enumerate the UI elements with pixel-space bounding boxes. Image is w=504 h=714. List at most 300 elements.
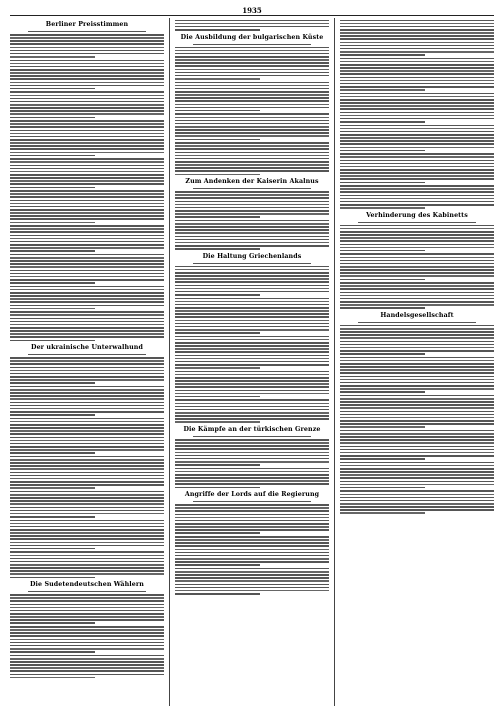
article-paragraph xyxy=(10,91,164,118)
text-line xyxy=(175,536,329,538)
text-line xyxy=(175,507,329,509)
text-line xyxy=(340,137,494,139)
text-line xyxy=(340,244,494,246)
text-line xyxy=(10,520,164,522)
text-line xyxy=(340,452,494,454)
text-line xyxy=(175,69,329,71)
text-line xyxy=(175,72,329,74)
text-line xyxy=(10,113,164,115)
text-line xyxy=(340,426,425,428)
article-paragraph xyxy=(175,142,329,175)
text-line xyxy=(10,594,164,596)
heading-rule xyxy=(28,31,146,32)
text-line xyxy=(10,161,164,163)
text-line xyxy=(10,104,164,106)
text-line xyxy=(175,520,329,522)
text-line xyxy=(340,363,494,365)
text-line xyxy=(175,307,329,309)
text-line xyxy=(340,105,494,107)
text-line xyxy=(175,248,260,250)
text-line xyxy=(10,468,164,470)
text-line xyxy=(340,301,494,303)
text-line xyxy=(340,490,494,492)
heading-rule xyxy=(193,436,311,437)
text-line xyxy=(340,153,494,155)
text-line xyxy=(340,169,494,171)
text-line xyxy=(10,446,164,448)
text-line xyxy=(340,325,494,327)
text-line xyxy=(175,91,329,93)
text-line xyxy=(10,538,164,540)
text-line xyxy=(175,593,260,595)
text-line xyxy=(340,366,494,368)
text-line xyxy=(175,380,329,382)
text-line xyxy=(10,532,164,534)
text-line xyxy=(175,53,329,55)
text-line xyxy=(10,266,164,268)
article-paragraph xyxy=(175,468,329,488)
text-line xyxy=(175,390,329,392)
text-line xyxy=(10,639,164,641)
article-paragraph xyxy=(10,491,164,518)
text-line xyxy=(175,580,329,582)
article-paragraph xyxy=(10,418,164,454)
text-line xyxy=(10,626,164,628)
article-heading: Die Haltung Griechenlands xyxy=(202,252,302,260)
article-paragraph xyxy=(10,34,164,58)
text-line xyxy=(10,126,164,128)
text-line xyxy=(340,73,494,75)
text-line xyxy=(175,139,260,141)
text-line xyxy=(175,552,329,554)
text-line xyxy=(340,131,494,133)
text-line xyxy=(175,336,329,338)
text-line xyxy=(340,83,494,85)
article-paragraph xyxy=(175,191,329,218)
text-line xyxy=(10,658,164,660)
text-line xyxy=(10,321,164,323)
text-line xyxy=(10,513,164,515)
text-line xyxy=(340,344,494,346)
text-line xyxy=(10,238,164,240)
text-line xyxy=(175,291,329,293)
text-line xyxy=(10,117,95,119)
text-line xyxy=(175,532,260,534)
text-line xyxy=(10,193,164,195)
text-line xyxy=(10,158,164,160)
text-line xyxy=(175,170,329,172)
text-line xyxy=(10,222,95,224)
text-line xyxy=(175,545,329,547)
text-line xyxy=(10,472,164,474)
text-line xyxy=(340,337,494,339)
text-line xyxy=(175,88,329,90)
text-line xyxy=(10,661,164,663)
article-paragraph xyxy=(10,225,164,252)
text-line xyxy=(340,503,494,505)
text-line xyxy=(340,32,494,34)
text-line xyxy=(10,200,164,202)
text-line xyxy=(175,590,329,592)
text-line xyxy=(10,254,164,256)
text-line xyxy=(175,412,329,414)
text-line xyxy=(175,418,329,420)
article-paragraph xyxy=(175,220,329,250)
text-line xyxy=(340,178,494,180)
text-line xyxy=(10,433,164,435)
article-paragraph xyxy=(10,158,164,188)
text-line xyxy=(10,357,164,359)
text-line xyxy=(175,213,329,215)
text-line xyxy=(10,209,164,211)
text-line xyxy=(175,104,329,106)
text-line xyxy=(175,332,260,334)
text-line xyxy=(175,329,329,331)
text-line xyxy=(175,409,329,411)
text-line xyxy=(10,330,164,332)
text-line xyxy=(175,480,329,482)
text-line xyxy=(10,305,164,307)
text-line xyxy=(10,63,164,65)
text-line xyxy=(175,142,329,144)
text-line xyxy=(10,421,164,423)
text-line xyxy=(340,266,494,268)
text-line xyxy=(10,206,164,208)
text-line xyxy=(10,273,164,275)
text-line xyxy=(10,72,164,74)
text-line xyxy=(10,218,164,220)
text-line xyxy=(175,23,329,25)
text-line xyxy=(175,100,329,102)
text-line xyxy=(10,440,164,442)
text-line xyxy=(175,117,329,119)
text-line xyxy=(175,229,329,231)
text-line xyxy=(175,304,329,306)
text-line xyxy=(175,396,260,398)
article-paragraph xyxy=(10,254,164,284)
text-line xyxy=(10,535,164,537)
text-line xyxy=(175,529,329,531)
text-line xyxy=(10,98,164,100)
text-line xyxy=(175,236,329,238)
text-line xyxy=(10,386,164,388)
text-line xyxy=(10,314,164,316)
article-paragraph xyxy=(10,655,164,679)
text-line xyxy=(10,53,164,55)
text-line xyxy=(10,503,164,505)
text-line xyxy=(340,494,494,496)
text-line xyxy=(10,78,164,80)
text-line xyxy=(340,379,494,381)
text-line xyxy=(175,197,329,199)
text-line xyxy=(340,269,494,271)
text-line xyxy=(10,548,95,550)
text-line xyxy=(340,86,494,88)
text-line xyxy=(340,487,425,489)
text-line xyxy=(340,51,494,53)
text-line xyxy=(340,279,425,281)
text-line xyxy=(175,220,329,222)
text-line xyxy=(10,250,95,252)
article-paragraph xyxy=(10,311,164,341)
text-line xyxy=(10,34,164,36)
text-line xyxy=(175,468,329,470)
text-line xyxy=(175,539,329,541)
text-line xyxy=(340,45,494,47)
text-line xyxy=(10,577,95,579)
text-line xyxy=(10,491,164,493)
text-line xyxy=(175,301,329,303)
text-line xyxy=(175,464,260,466)
column-divider-2 xyxy=(334,18,335,706)
text-line xyxy=(10,523,164,525)
text-line xyxy=(175,399,329,401)
text-line xyxy=(340,471,494,473)
text-line xyxy=(10,139,164,141)
text-line xyxy=(10,651,95,653)
heading-rule xyxy=(358,322,476,323)
text-line xyxy=(10,235,164,237)
text-line xyxy=(340,500,494,502)
text-line xyxy=(10,66,164,68)
text-line xyxy=(10,424,164,426)
text-line xyxy=(10,136,164,138)
text-line xyxy=(10,427,164,429)
text-line xyxy=(340,128,494,130)
text-line xyxy=(175,342,329,344)
text-line xyxy=(10,510,164,512)
text-line xyxy=(10,402,164,404)
article-heading: Verhinderung des Kabinetts xyxy=(366,211,468,219)
text-line xyxy=(340,465,494,467)
text-line xyxy=(10,286,164,288)
text-line xyxy=(175,310,329,312)
text-line xyxy=(10,373,164,375)
heading-rule xyxy=(28,354,146,355)
text-line xyxy=(10,456,164,458)
text-line xyxy=(10,142,164,144)
text-line xyxy=(10,37,164,39)
text-line xyxy=(10,567,164,569)
article-paragraph xyxy=(10,120,164,156)
text-line xyxy=(340,108,494,110)
text-line xyxy=(175,232,329,234)
text-line xyxy=(10,632,164,634)
text-line xyxy=(10,107,164,109)
text-line xyxy=(175,82,329,84)
text-line xyxy=(10,196,164,198)
text-line xyxy=(175,549,329,551)
text-line xyxy=(340,115,494,117)
article-paragraph xyxy=(340,225,494,252)
text-line xyxy=(340,455,494,457)
article-paragraph xyxy=(340,282,494,309)
text-line xyxy=(175,571,329,573)
text-line xyxy=(175,442,329,444)
text-line xyxy=(10,69,164,71)
text-line xyxy=(340,497,494,499)
text-line xyxy=(175,386,329,388)
text-line xyxy=(10,187,95,189)
text-line xyxy=(10,478,164,480)
text-line xyxy=(175,110,260,112)
text-line xyxy=(10,370,164,372)
text-line xyxy=(10,279,164,281)
text-line xyxy=(10,228,164,230)
text-line xyxy=(175,298,329,300)
text-line xyxy=(10,183,164,185)
article-heading: Berliner Preisstimmen xyxy=(45,21,129,28)
text-line xyxy=(10,130,164,132)
text-line xyxy=(10,292,164,294)
text-line xyxy=(340,64,494,66)
article-paragraph xyxy=(175,504,329,534)
text-line xyxy=(175,113,329,115)
heading-rule xyxy=(193,44,311,45)
text-line xyxy=(10,674,164,676)
text-line xyxy=(340,288,494,290)
article-paragraph xyxy=(10,190,164,223)
article-paragraph xyxy=(175,568,329,595)
text-line xyxy=(175,320,329,322)
text-line xyxy=(340,225,494,227)
article-paragraph xyxy=(340,58,494,91)
text-line xyxy=(340,404,494,406)
text-line xyxy=(340,285,494,287)
text-line xyxy=(340,198,494,200)
text-line xyxy=(340,468,494,470)
text-line xyxy=(340,423,494,425)
text-line xyxy=(10,405,164,407)
text-line xyxy=(340,439,494,441)
text-line xyxy=(175,56,329,58)
text-line xyxy=(340,328,494,330)
text-line xyxy=(340,134,494,136)
article-paragraph xyxy=(10,520,164,550)
text-line xyxy=(340,118,494,120)
text-line xyxy=(340,228,494,230)
text-line xyxy=(175,474,329,476)
text-line xyxy=(10,177,164,179)
text-line xyxy=(340,395,494,397)
text-line xyxy=(340,388,494,390)
newspaper-page xyxy=(10,6,494,708)
text-line xyxy=(10,171,164,173)
text-line xyxy=(175,288,329,290)
text-line xyxy=(10,516,95,518)
text-line xyxy=(340,357,494,359)
text-line xyxy=(340,334,494,336)
text-line xyxy=(175,152,329,154)
text-line xyxy=(10,484,164,486)
text-line xyxy=(175,415,329,417)
article-paragraph xyxy=(175,113,329,140)
text-line xyxy=(340,102,494,104)
text-line xyxy=(10,529,164,531)
text-line xyxy=(10,430,164,432)
text-line xyxy=(175,161,329,163)
text-line xyxy=(175,94,329,96)
text-line xyxy=(340,430,494,432)
text-line xyxy=(175,164,329,166)
text-line xyxy=(340,150,425,152)
text-line xyxy=(10,367,164,369)
article-paragraph xyxy=(175,439,329,466)
text-line xyxy=(10,500,164,502)
text-line xyxy=(175,155,329,157)
text-line xyxy=(175,316,329,318)
column-3 xyxy=(340,18,494,706)
text-line xyxy=(340,347,494,349)
text-line xyxy=(340,201,494,203)
text-line xyxy=(175,345,329,347)
text-line xyxy=(175,445,329,447)
text-line xyxy=(175,458,329,460)
text-line xyxy=(340,247,494,249)
text-line xyxy=(175,50,329,52)
text-line xyxy=(10,145,164,147)
text-line xyxy=(10,389,164,391)
text-line xyxy=(175,517,329,519)
text-line xyxy=(175,477,329,479)
article-paragraph xyxy=(340,185,494,209)
text-line xyxy=(10,670,164,672)
text-line xyxy=(10,607,164,609)
text-line xyxy=(10,43,164,45)
text-line xyxy=(340,156,494,158)
text-line xyxy=(10,85,164,87)
text-line xyxy=(175,135,329,137)
text-line xyxy=(175,207,329,209)
text-line xyxy=(175,210,329,212)
text-line xyxy=(340,382,494,384)
text-line xyxy=(340,458,425,460)
text-line xyxy=(10,475,164,477)
text-line xyxy=(340,420,494,422)
text-line xyxy=(10,324,164,326)
text-line xyxy=(175,278,329,280)
article-heading: Der ukrainische Unterwalhund xyxy=(31,344,143,352)
text-line xyxy=(10,50,164,52)
text-line xyxy=(340,48,494,50)
text-line xyxy=(10,165,164,167)
text-line xyxy=(10,604,164,606)
article-paragraph xyxy=(175,82,329,112)
text-line xyxy=(340,341,494,343)
text-line xyxy=(175,358,329,360)
text-line xyxy=(10,110,164,112)
text-line xyxy=(10,395,164,397)
text-line xyxy=(10,558,164,560)
article-heading: Zum Andenken der Kaiserin Akalnus xyxy=(185,178,319,186)
text-line xyxy=(340,240,494,242)
text-line xyxy=(340,372,494,374)
article-paragraph xyxy=(175,336,329,369)
article-paragraph xyxy=(340,462,494,489)
text-line xyxy=(340,474,494,476)
text-line xyxy=(175,107,329,109)
text-line xyxy=(175,555,329,557)
article-heading: Angriffe der Lords auf die Regierung xyxy=(184,491,320,499)
text-line xyxy=(10,481,164,483)
text-line xyxy=(340,143,494,145)
column-2 xyxy=(175,18,329,706)
text-line xyxy=(175,587,329,589)
text-line xyxy=(340,61,494,63)
text-line xyxy=(10,600,164,602)
article-paragraph xyxy=(175,298,329,334)
text-line xyxy=(175,123,329,125)
